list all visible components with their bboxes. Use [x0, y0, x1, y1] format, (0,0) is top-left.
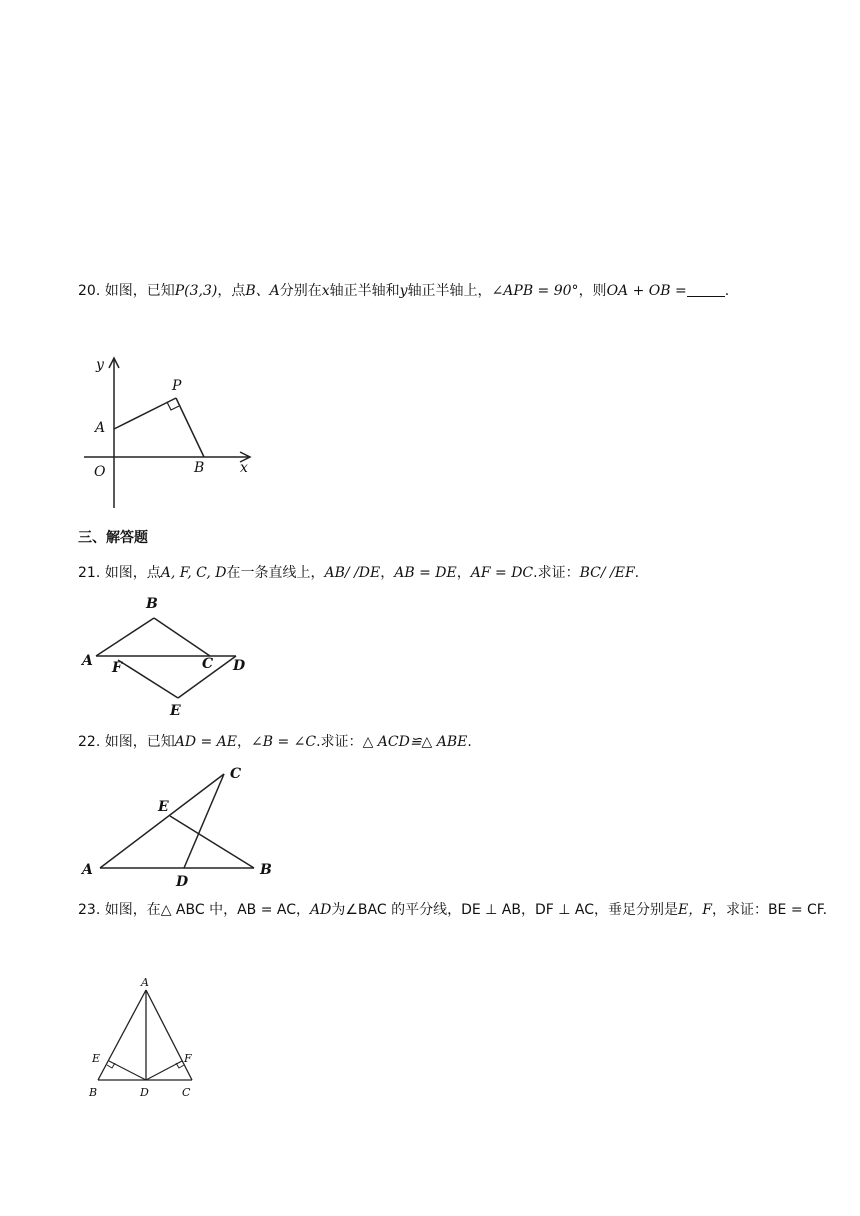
- question-21: 21. 如图，点A, F, C, D在一条直线上，AB/ /DE，AB = DE，AF = DC.求证：BC/ /EF.: [78, 565, 640, 581]
- label-d: D: [233, 658, 246, 674]
- segment-cd: [184, 774, 224, 868]
- question-number: 21.: [78, 565, 101, 581]
- question-number: 22.: [78, 734, 101, 750]
- label-c: C: [230, 766, 242, 782]
- label-e: E: [170, 703, 181, 719]
- figure-23: [84, 972, 196, 1100]
- label-d: D: [176, 874, 189, 890]
- label-x: x: [240, 460, 248, 476]
- figure-22: [78, 762, 278, 890]
- label-b: B: [89, 1086, 98, 1099]
- angle-condition: ∠APB = 90°: [491, 283, 579, 299]
- label-y: y: [96, 357, 104, 373]
- label-b: B: [194, 460, 205, 476]
- question-23: 23. 如图，在△ ABC 中，AB = AC，AD为∠BAC 的平分线，DE ⊥ AB，DF ⊥ AC，垂足分别是E，F，求证：BE = CF.: [78, 902, 828, 918]
- label-a: A: [95, 420, 106, 436]
- right-angle-mark: [167, 402, 179, 410]
- segment-eb: [170, 816, 254, 868]
- question-number: 20.: [78, 283, 101, 299]
- segment-ac: [100, 774, 224, 868]
- proof-goal: BC/ /EF: [579, 565, 635, 581]
- segment-ab: [98, 990, 146, 1080]
- label-e: E: [92, 1052, 101, 1065]
- section-heading: 三、解答题: [78, 530, 148, 546]
- label-c: C: [182, 1086, 191, 1099]
- figure-20: [84, 352, 256, 512]
- question-20: 20. 如图，已知P(3,3)，点B、A分别在x轴正半轴和y轴正半轴上，∠APB = 90°，则OA + OB = .: [78, 283, 730, 299]
- segment-pb: [176, 398, 204, 457]
- label-a: A: [82, 653, 93, 669]
- segment-bc: [154, 618, 210, 656]
- label-c: C: [202, 656, 214, 672]
- label-f: F: [112, 660, 122, 676]
- point-p: P(3,3): [174, 283, 218, 299]
- label-b: B: [146, 596, 158, 612]
- answer-expression: OA + OB =: [606, 283, 687, 299]
- label-a: A: [82, 862, 93, 878]
- label-f: F: [184, 1052, 192, 1065]
- segment-ab: [96, 618, 154, 656]
- label-a: A: [141, 976, 149, 989]
- label-o: O: [94, 464, 106, 480]
- label-e: E: [158, 799, 169, 815]
- figure-21: [78, 594, 258, 720]
- answer-blank[interactable]: [687, 282, 725, 297]
- label-p: P: [172, 378, 182, 394]
- label-d: D: [140, 1086, 149, 1099]
- question-number: 23.: [78, 902, 101, 918]
- question-22: 22. 如图，已知AD = AE，∠B = ∠C.求证：△ ACD≌△ ABE.: [78, 734, 472, 750]
- segment-ef: [118, 660, 178, 698]
- proof-goal: △ ACD≌△ ABE: [362, 734, 468, 750]
- segment-ac: [146, 990, 192, 1080]
- label-b: B: [260, 862, 272, 878]
